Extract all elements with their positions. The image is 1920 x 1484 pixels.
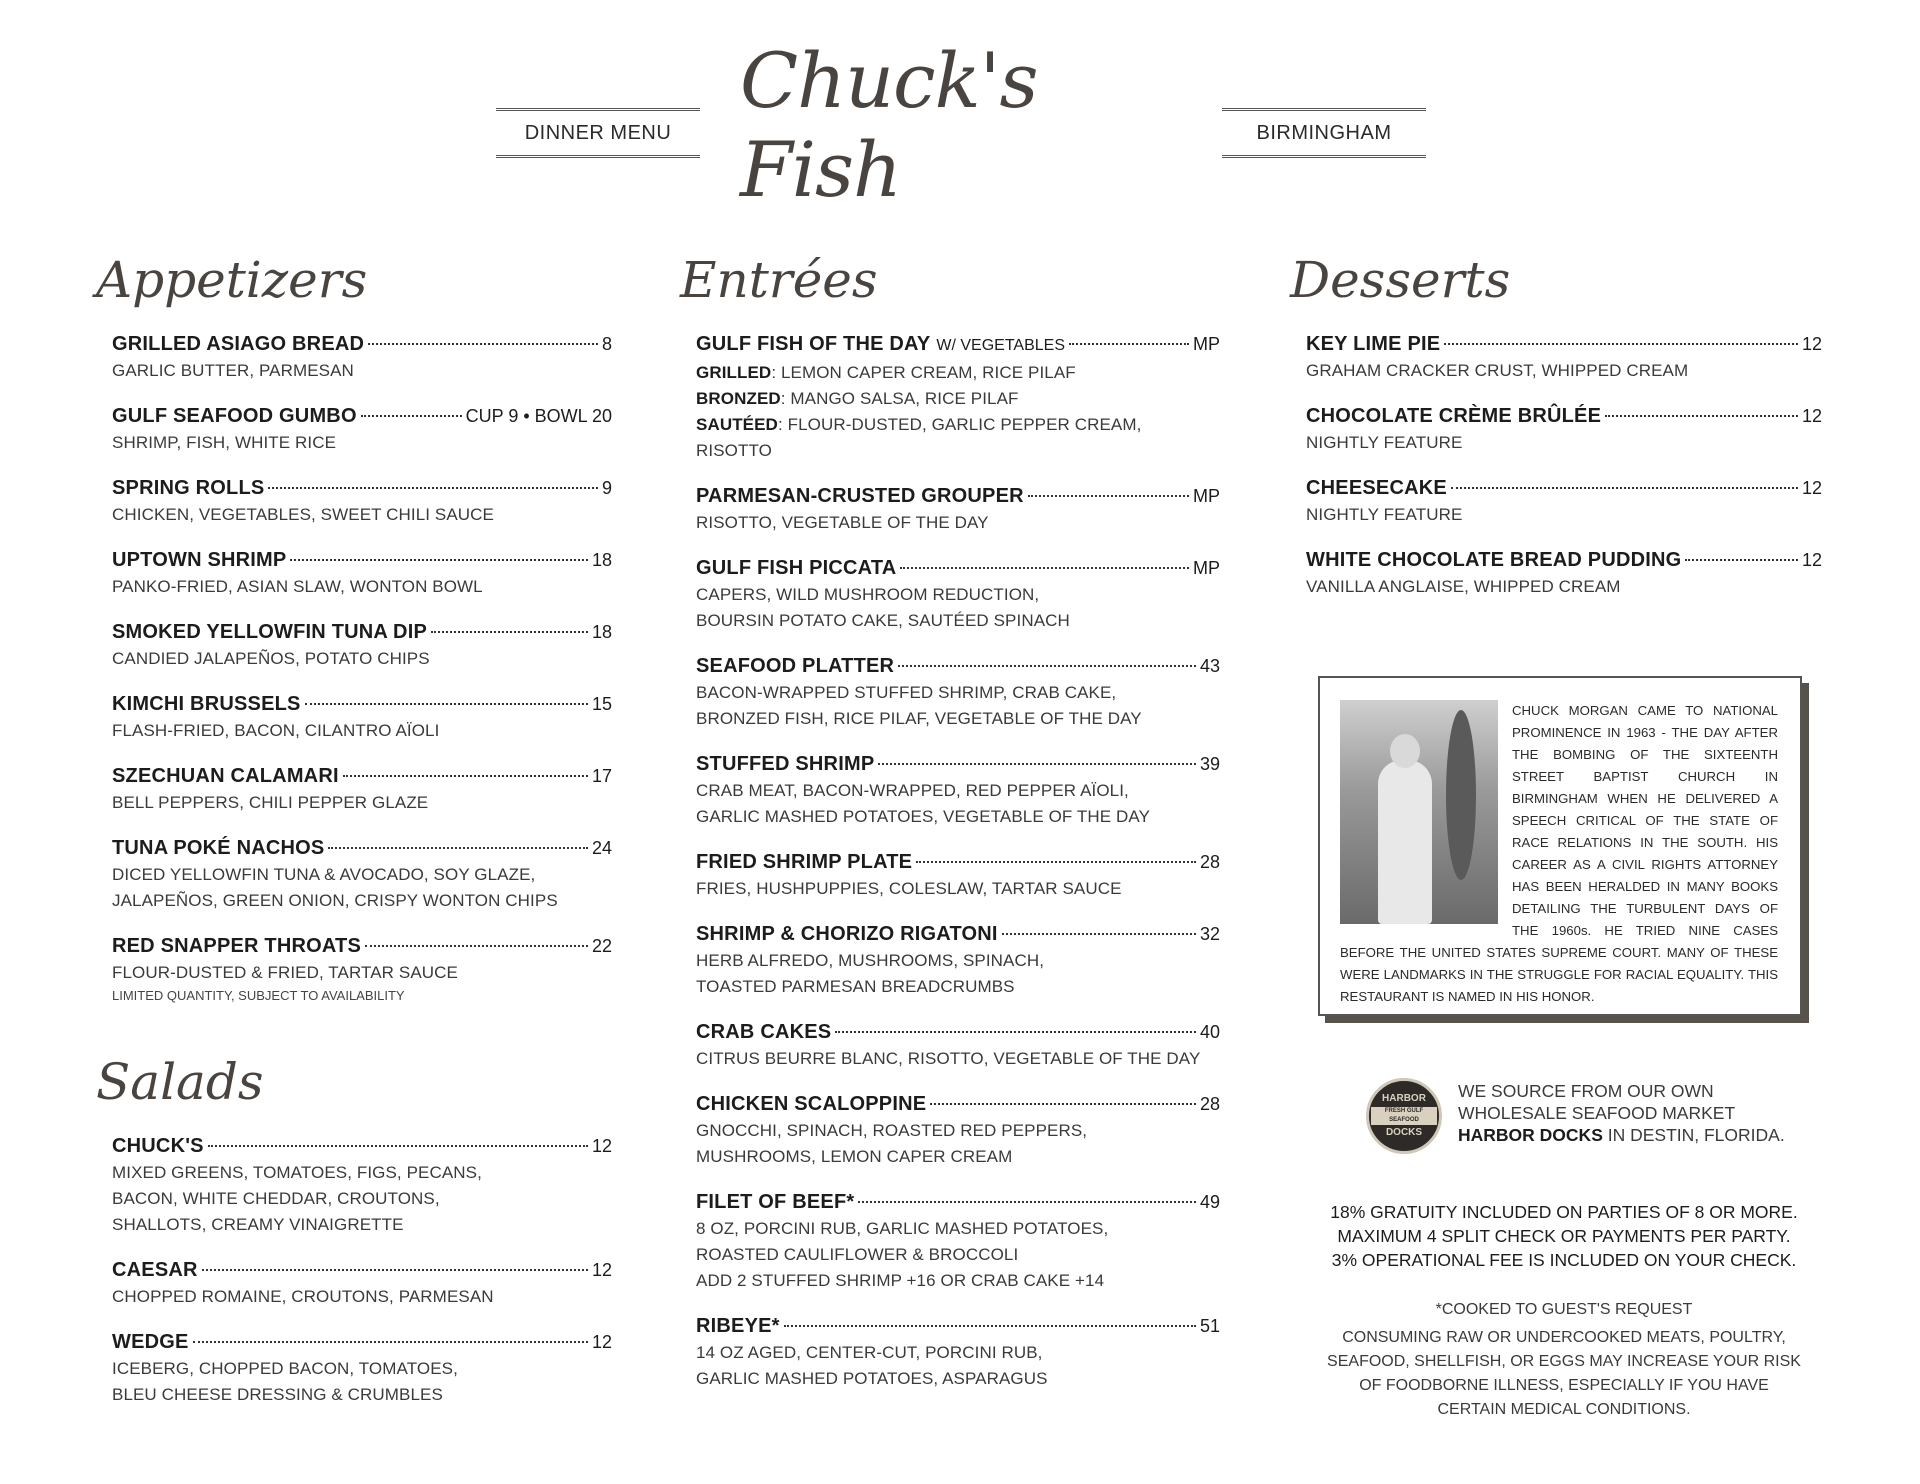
menu-item-header [112, 932, 612, 960]
menu-item-header [1306, 546, 1822, 574]
menu-item-header [1306, 402, 1822, 430]
menu-item-header [112, 1256, 612, 1284]
menu-item-qualifier: W/ VEGETABLES [936, 337, 1066, 354]
menu-item-description: GARLIC BUTTER, PARMESAN [112, 361, 354, 380]
menu-item-description: BACON-WRAPPED STUFFED SHRIMP, CRAB CAKE, [696, 683, 1117, 702]
source-line-1: WE SOURCE FROM OUR OWN [1458, 1081, 1714, 1101]
menu-item [112, 932, 612, 1006]
dot-leader [930, 1103, 1196, 1105]
menu-item-name: GRILLED ASIAGO BREAD [112, 333, 365, 355]
menu-item-price: MP [1193, 334, 1220, 354]
policies [1306, 1200, 1822, 1272]
menu-item [696, 330, 1220, 464]
dot-leader [208, 1145, 588, 1147]
menu-item-price: 22 [591, 936, 612, 956]
menu-item-description: ROASTED CAULIFLOWER & BROCCOLI [696, 1245, 1019, 1264]
right-column [1290, 250, 1822, 618]
dot-leader [343, 775, 588, 777]
dot-leader [365, 945, 588, 947]
preparation-style [696, 360, 1220, 386]
menu-item-name: PARMESAN-CRUSTED GROUPER [696, 485, 1024, 507]
menu-item-name: CHOCOLATE CRÈME BRÛLÉE [1306, 405, 1602, 427]
menu-item-name: SHRIMP & CHORIZO RIGATONI [696, 923, 998, 945]
dot-leader [898, 665, 1196, 667]
preparation-style [696, 386, 1220, 412]
menu-item-header [696, 848, 1220, 876]
availability-note: LIMITED QUANTITY, SUBJECT TO AVAILABILITY [112, 988, 405, 1003]
appetizers-section [96, 250, 612, 1006]
dot-leader [268, 487, 598, 489]
restaurant-logo: Chuck's Fish [740, 36, 1038, 214]
warning-line: CONSUMING RAW OR UNDERCOOKED MEATS, POULTRY, [1342, 1329, 1786, 1346]
menu-item-price: 40 [1199, 1022, 1220, 1042]
menu-item-header [112, 690, 612, 718]
menu-item-name: KEY LIME PIE [1306, 333, 1441, 355]
menu-item [696, 482, 1220, 536]
menu-item [112, 762, 612, 816]
menu-item-description: ADD 2 STUFFED SHRIMP +16 OR CRAB CAKE +14 [696, 1271, 1105, 1290]
menu-item [696, 652, 1220, 732]
menu-item-price: 12 [1801, 406, 1822, 426]
menu-item-header [696, 554, 1220, 582]
dot-leader [290, 559, 588, 561]
menu-item [112, 618, 612, 672]
menu-item [112, 1328, 612, 1408]
menu-item-description: CRAB MEAT, BACON-WRAPPED, RED PEPPER AÏOLI, [696, 781, 1129, 800]
menu-item-description: BOURSIN POTATO CAKE, SAUTÉED SPINACH [696, 611, 1070, 630]
warning-line: CERTAIN MEDICAL CONDITIONS. [1437, 1401, 1691, 1418]
menu-item-price: 24 [591, 838, 612, 858]
menu-item-description: BRONZED FISH, RICE PILAF, VEGETABLE OF THE DAY [696, 709, 1142, 728]
source-text [1458, 1080, 1785, 1146]
menu-item-description: GNOCCHI, SPINACH, ROASTED RED PEPPERS, [696, 1121, 1088, 1140]
menu-item [696, 1188, 1220, 1294]
menu-item-description: FRIES, HUSHPUPPIES, COLESLAW, TARTAR SAUCE [696, 879, 1122, 898]
menu-item [696, 1018, 1220, 1072]
figure-body-shape [1378, 760, 1432, 924]
menu-item-name: TUNA POKÉ NACHOS [112, 837, 325, 859]
menu-item-price: 49 [1199, 1192, 1220, 1212]
menu-item-price: 18 [591, 550, 612, 570]
menu-item-name: CRAB CAKES [696, 1021, 832, 1043]
dot-leader [328, 847, 588, 849]
dot-leader [1685, 559, 1798, 561]
menu-item-description: GARLIC MASHED POTATOES, VEGETABLE OF THE DAY [696, 807, 1151, 826]
harbor-docks-block [1358, 1074, 1818, 1156]
menu-item-price: 12 [591, 1332, 612, 1352]
menu-item [1306, 546, 1822, 600]
menu-item [112, 690, 612, 744]
menu-item-name: SPRING ROLLS [112, 477, 265, 499]
policy-line: 18% GRATUITY INCLUDED ON PARTIES OF 8 OR MORE. [1330, 1202, 1798, 1222]
menu-item-name: CHICKEN SCALOPPINE [696, 1093, 927, 1115]
menu-item-header [696, 920, 1220, 948]
menu-item-price: 51 [1199, 1316, 1220, 1336]
menu-item-header [112, 402, 612, 430]
dot-leader [368, 343, 598, 345]
menu-item-price: 28 [1199, 1094, 1220, 1114]
menu-item [1306, 330, 1822, 384]
harbor-logo-bottom: DOCKS [1385, 1127, 1423, 1138]
menu-item-description: FLASH-FRIED, BACON, CILANTRO AÏOLI [112, 721, 440, 740]
menu-item-name: SEAFOOD PLATTER [696, 655, 895, 677]
menu-item-description: 14 OZ AGED, CENTER-CUT, PORCINI RUB, [696, 1343, 1043, 1362]
menu-item-description: DICED YELLOWFIN TUNA & AVOCADO, SOY GLAZE, [112, 865, 536, 884]
menu-item-price: CUP 9 • BOWL 20 [465, 406, 612, 426]
menu-item-description: BACON, WHITE CHEDDAR, CROUTONS, [112, 1189, 440, 1208]
dot-leader [878, 763, 1196, 765]
menu-item-header [696, 1312, 1220, 1340]
dot-leader [1451, 487, 1798, 489]
salads-list [112, 1132, 612, 1408]
menu-item-name: SMOKED YELLOWFIN TUNA DIP [112, 621, 427, 643]
menu-item-description: SHALLOTS, CREAMY VINAIGRETTE [112, 1215, 404, 1234]
menu-item-price: 32 [1199, 924, 1220, 944]
history-box [1318, 676, 1802, 1016]
menu-item-header [696, 1018, 1220, 1046]
menu-item-description: MUSHROOMS, LEMON CAPER CREAM [696, 1147, 1013, 1166]
dot-leader [835, 1031, 1196, 1033]
menu-item-header [1306, 474, 1822, 502]
menu-item-name: UPTOWN SHRIMP [112, 549, 287, 571]
menu-item [696, 848, 1220, 902]
menu-item-price: 43 [1199, 656, 1220, 676]
preparation-label: SAUTÉED [696, 415, 778, 434]
dot-leader [1444, 343, 1798, 345]
preparation-style [696, 412, 1220, 464]
menu-item-header [112, 474, 612, 502]
menu-item-price: 12 [591, 1136, 612, 1156]
menu-item [112, 834, 612, 914]
menu-item-header [112, 1132, 612, 1160]
menu-item-description: BLEU CHEESE DRESSING & CRUMBLES [112, 1385, 443, 1404]
appetizers-list [112, 330, 612, 1006]
menu-item-name: GULF SEAFOOD GUMBO [112, 405, 357, 427]
menu-item-description: SHRIMP, FISH, WHITE RICE [112, 433, 337, 452]
menu-item-price: 28 [1199, 852, 1220, 872]
dot-leader [858, 1201, 1196, 1203]
left-column [96, 250, 612, 1426]
menu-item-description: HERB ALFREDO, MUSHROOMS, SPINACH, [696, 951, 1045, 970]
menu-item-name: KIMCHI BRUSSELS [112, 693, 301, 715]
source-bold: HARBOR DOCKS [1458, 1125, 1603, 1145]
menu-item-description: GRAHAM CRACKER CRUST, WHIPPED CREAM [1306, 361, 1689, 380]
dot-leader [1069, 343, 1189, 345]
menu-item-description: TOASTED PARMESAN BREADCRUMBS [696, 977, 1015, 996]
menu-item-description: MIXED GREENS, TOMATOES, FIGS, PECANS, [112, 1163, 482, 1182]
menu-item-name: CAESAR [112, 1259, 198, 1281]
fish-shape [1446, 710, 1476, 880]
preparation-label: GRILLED [696, 363, 772, 382]
menu-item-price: 12 [1801, 478, 1822, 498]
menu-item-description: CANDIED JALAPEÑOS, POTATO CHIPS [112, 649, 430, 668]
menu-item [112, 402, 612, 456]
harbor-logo-band: FRESH GULF SEAFOOD [1371, 1107, 1437, 1125]
menu-item-price: 12 [1801, 334, 1822, 354]
preparation-label: BRONZED [696, 389, 781, 408]
preparation-text: : LEMON CAPER CREAM, RICE PILAF [771, 363, 1076, 382]
menu-item-header [1306, 330, 1822, 358]
menu-item [1306, 474, 1822, 528]
menu-item-header [696, 330, 1220, 360]
menu-item-header [696, 1188, 1220, 1216]
menu-item-price: 12 [591, 1260, 612, 1280]
menu-item-name: GULF FISH OF THE DAY [696, 333, 931, 355]
entrees-list [696, 330, 1220, 1392]
salads-section [96, 1052, 612, 1408]
dot-leader [1605, 415, 1798, 417]
menu-item-price: 8 [601, 334, 612, 354]
menu-item-description: GARLIC MASHED POTATOES, ASPARAGUS [696, 1369, 1048, 1388]
dot-leader [202, 1269, 588, 1271]
menu-item-description: CITRUS BEURRE BLANC, RISOTTO, VEGETABLE OF THE DAY [696, 1049, 1201, 1068]
menu-item-price: 39 [1199, 754, 1220, 774]
warning-line: OF FOODBORNE ILLNESS, ESPECIALLY IF YOU HAVE [1359, 1377, 1769, 1394]
menu-item-description: 8 OZ, PORCINI RUB, GARLIC MASHED POTATOES, [696, 1219, 1109, 1238]
menu-item-price: 15 [591, 694, 612, 714]
menu-item [696, 750, 1220, 830]
menu-item-description: CAPERS, WILD MUSHROOM REDUCTION, [696, 585, 1040, 604]
menu-item-price: 18 [591, 622, 612, 642]
dot-leader [305, 703, 588, 705]
dot-leader [916, 861, 1196, 863]
menu-item-name: RED SNAPPER THROATS [112, 935, 362, 957]
menu-item-name: CHUCK'S [112, 1135, 204, 1157]
menu-item-header [696, 652, 1220, 680]
menu-item [696, 920, 1220, 1000]
menu-item-price: 9 [601, 478, 612, 498]
warning-line: SEAFOOD, SHELLFISH, OR EGGS MAY INCREASE YOUR RISK [1327, 1353, 1801, 1370]
dot-leader [431, 631, 588, 633]
menu-item-description: VANILLA ANGLAISE, WHIPPED CREAM [1306, 577, 1621, 596]
appetizers-title: Appetizers [96, 251, 368, 309]
cooked-note: *COOKED TO GUEST'S REQUEST [1435, 1301, 1693, 1318]
menu-item [696, 1312, 1220, 1392]
policy-line: 3% OPERATIONAL FEE IS INCLUDED ON YOUR CHECK. [1331, 1250, 1797, 1270]
desserts-title: Desserts [1290, 251, 1511, 309]
menu-item-header [112, 834, 612, 862]
entrees-title: Entrées [680, 251, 878, 309]
menu-item-name: SZECHUAN CALAMARI [112, 765, 339, 787]
menu-item-description: FLOUR-DUSTED & FRIED, TARTAR SAUCE [112, 963, 458, 982]
menu-item-description: BELL PEPPERS, CHILI PEPPER GLAZE [112, 793, 429, 812]
menu-item [696, 1090, 1220, 1170]
menu-item-description: CHOPPED ROMAINE, CROUTONS, PARMESAN [112, 1287, 494, 1306]
menu-item [112, 546, 612, 600]
menu-item-description: ICEBERG, CHOPPED BACON, TOMATOES, [112, 1359, 458, 1378]
salads-title: Salads [96, 1053, 264, 1111]
menu-item-description: CHICKEN, VEGETABLES, SWEET CHILI SAUCE [112, 505, 494, 524]
preparation-text: : MANGO SALSA, RICE PILAF [780, 389, 1019, 408]
menu-item-header [112, 546, 612, 574]
harbor-logo-top: HARBOR [1382, 1093, 1426, 1104]
menu-item-price: 12 [1801, 550, 1822, 570]
menu-item-description: NIGHTLY FEATURE [1306, 505, 1463, 524]
menu-item-price: MP [1193, 486, 1220, 506]
dot-leader [1028, 495, 1189, 497]
history-text: CHUCK MORGAN CAME TO NATIONAL PROMINENCE IN 1963 - THE DAY AFTER THE BOMBING OF THE SIXTEENTH STREET BAPTIST CHURCH IN BIRMINGHAM WHEN HE DELIVERED A SPEECH CRITICAL OF THE STATE OF RACE RELATIONS IN THE SOUTH. HIS CAREER AS A CIVIL RIGHTS ATTORNEY HAS BEEN HERALDED IN MANY BOOKS DETAILING THE TURBULENT DAYS OF THE 1960s. HE TRIED NINE CASES BEFORE THE UNITED STATES SUPREME COURT. MANY OF THESE WERE LANDMARKS IN THE STRUGGLE FOR RACIAL EQUALITY. THIS RESTAURANT IS NAMED IN HIS HONOR. [1340, 703, 1778, 1004]
menu-item [696, 554, 1220, 634]
location-label: BIRMINGHAM [1222, 108, 1426, 158]
menu-item-description: RISOTTO, VEGETABLE OF THE DAY [696, 513, 989, 532]
menu-item-header [112, 762, 612, 790]
menu-item-name: RIBEYE* [696, 1315, 780, 1337]
figure-head-shape [1390, 734, 1420, 768]
harbor-docks-logo [1366, 1078, 1442, 1154]
menu-item [112, 1132, 612, 1238]
menu-item-header [112, 1328, 612, 1356]
menu-item-header [696, 750, 1220, 778]
menu-item-description: NIGHTLY FEATURE [1306, 433, 1463, 452]
menu-item [112, 474, 612, 528]
dot-leader [193, 1341, 588, 1343]
policy-line: MAXIMUM 4 SPLIT CHECK OR PAYMENTS PER PARTY. [1337, 1226, 1791, 1246]
menu-item-header [112, 330, 612, 358]
menu-item-header [696, 482, 1220, 510]
menu-item-name: CHEESECAKE [1306, 477, 1447, 499]
source-line-2: WHOLESALE SEAFOOD MARKET [1458, 1103, 1736, 1123]
menu-item-description: JALAPEÑOS, GREEN ONION, CRISPY WONTON CHIPS [112, 891, 558, 910]
menu-item [112, 1256, 612, 1310]
dinner-menu-label: DINNER MENU [496, 108, 700, 158]
source-line-3-rest: IN DESTIN, FLORIDA. [1602, 1125, 1785, 1145]
menu-item-name: GULF FISH PICCATA [696, 557, 897, 579]
menu-item-name: WHITE CHOCOLATE BREAD PUDDING [1306, 549, 1682, 571]
menu-item-name: STUFFED SHRIMP [696, 753, 875, 775]
menu-item-name: WEDGE [112, 1331, 189, 1353]
middle-column [680, 250, 1220, 1410]
menu-item-header [696, 1090, 1220, 1118]
source-line-3 [1458, 1124, 1785, 1146]
menu-item-name: FRIED SHRIMP PLATE [696, 851, 913, 873]
dot-leader [361, 415, 462, 417]
menu-item-name: FILET OF BEEF* [696, 1191, 855, 1213]
dot-leader [784, 1325, 1196, 1327]
menu-item [112, 330, 612, 384]
menu-item-header [112, 618, 612, 646]
health-warning [1306, 1326, 1822, 1422]
menu-item-description: PANKO-FRIED, ASIAN SLAW, WONTON BOWL [112, 577, 483, 596]
menu-item-price: 17 [591, 766, 612, 786]
menu-item-price: MP [1193, 558, 1220, 578]
dot-leader [900, 567, 1189, 569]
menu-item [1306, 402, 1822, 456]
desserts-list [1306, 330, 1822, 600]
preparation-text: : FLOUR-DUSTED, GARLIC PEPPER CREAM, RISOTTO [696, 415, 1142, 460]
chuck-morgan-photo [1340, 700, 1498, 924]
dot-leader [1002, 933, 1196, 935]
